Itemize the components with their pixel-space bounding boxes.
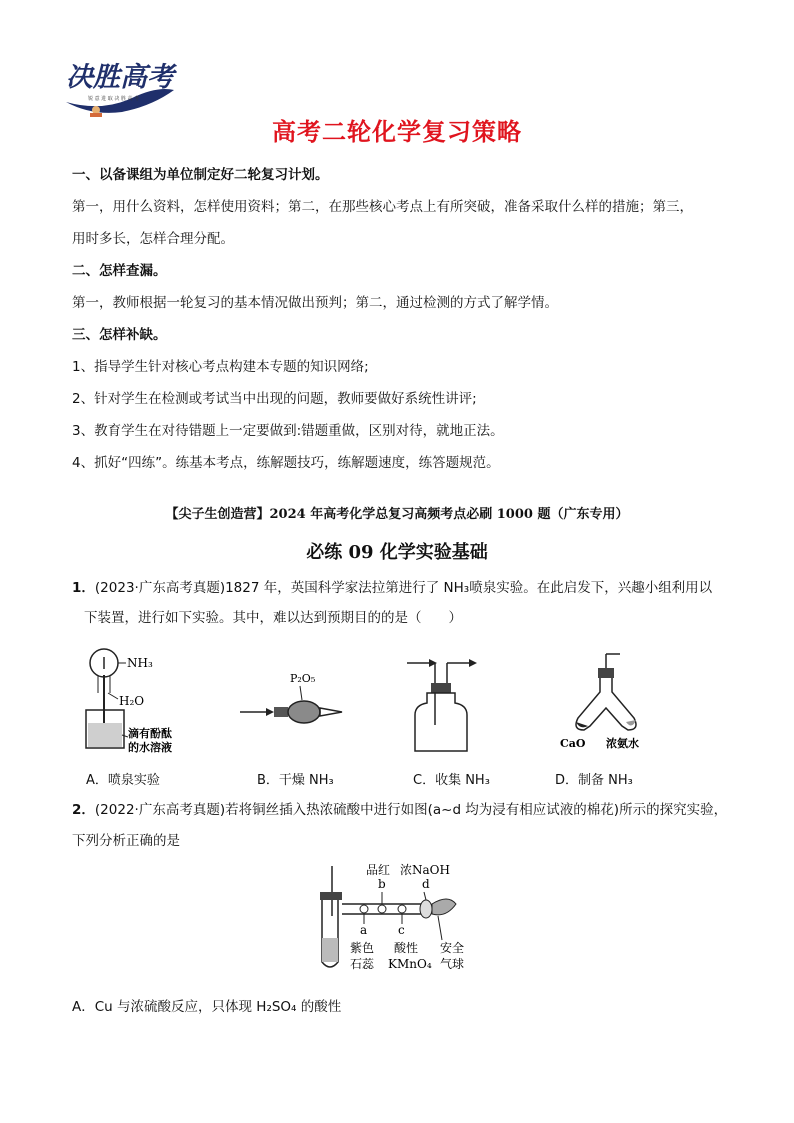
option-c: C．收集 NH₃: [413, 773, 490, 788]
label-pinhong: 品红: [366, 863, 391, 877]
label-zise: 紫色: [350, 941, 375, 955]
list-item: 4、抓好“四练”。练基本考点，练解题技巧，练解题速度，练答题规范。: [72, 455, 500, 471]
paragraph-plan-2: 用时多长，怎样合理分配。: [72, 231, 234, 247]
page-title: 高考二轮化学复习策略: [272, 118, 522, 146]
label-qiqiu: 气球: [440, 957, 465, 971]
figure-gas-collection: [405, 655, 485, 755]
label-h2o: H₂O: [119, 694, 145, 708]
option-d: D．制备 NH₃: [555, 773, 633, 788]
label-c: c: [398, 923, 405, 937]
label-a: a: [360, 923, 368, 937]
heading-check: 二、怎样查漏。: [72, 263, 167, 279]
q1-line-1: [72, 578, 712, 598]
label-ammonia: 浓氨水: [606, 737, 639, 750]
label-p2o5: P₂O₅: [290, 672, 316, 685]
q2-line-1: [72, 800, 727, 820]
q1-stem-2: 下装置，进行如下实验。其中，难以达到预期目的的是（ ）: [84, 610, 462, 626]
paragraph-plan-1: 第一，用什么资料，怎样使用资料；第二，在那些核心考点上有所突破，准备采取什么样的措施；第三，: [72, 199, 693, 215]
label-cao: CaO: [560, 737, 586, 750]
q2-stem-2: 下列分析正确的是: [72, 833, 180, 849]
label-b: b: [378, 877, 386, 891]
figure-copper-sulfuric: [318, 858, 478, 976]
q1-stem-1: (2023·广东高考真题)1827 年，英国科学家法拉第进行了 NH₃喷泉实验。在此启发下，兴趣小组利用以: [94, 580, 713, 596]
label-d: d: [422, 877, 430, 891]
q1-number: 1．: [72, 580, 95, 596]
label-suanxing: 酸性: [394, 941, 419, 955]
figure-fountain: [82, 645, 192, 755]
label-solution-2: 的水溶液: [128, 741, 172, 754]
label-anquan: 安全: [440, 941, 465, 955]
list-item: 3、教育学生在对待错题上一定要做到:错题重做，区别对待，就地正法。: [72, 423, 504, 439]
label-solution-1: 滴有酚酞: [128, 727, 172, 740]
list-item: 1、指导学生针对核心考点构建本专题的知识网络;: [72, 359, 369, 375]
label-nh3: NH₃: [127, 656, 153, 670]
figure-drying-tube: [238, 668, 348, 728]
list-item: 2、针对学生在检测或考试当中出现的问题，教师要做好系统性讲评;: [72, 391, 477, 407]
section-title: 必练 09 化学实验基础: [306, 542, 488, 563]
heading-plan: 一、以备课组为单位制定好二轮复习计划。: [72, 167, 329, 183]
heading-fill: 三、怎样补缺。: [72, 327, 167, 343]
subtitle: 【尖子生创造营】2024 年高考化学总复习高频考点必刷 1000 题（广东专用）: [165, 507, 629, 522]
q2-stem-1: (2022·广东高考真题)若将铜丝插入热浓硫酸中进行如图(a~d 均为浸有相应试液的棉花)所示的探究实验，: [94, 802, 728, 818]
logo-text: 决胜高考: [66, 62, 174, 93]
label-naoh: 浓NaOH: [400, 863, 450, 877]
label-shirui: 石蕊: [350, 957, 375, 971]
figure-ammonia-prep: [560, 652, 670, 752]
paragraph-check: 第一，教师根据一轮复习的基本情况做出预判；第二，通过检测的方式了解学情。: [72, 295, 558, 311]
q2-option-a: A．Cu 与浓硫酸反应，只体现 H₂SO₄ 的酸性: [72, 999, 342, 1015]
logo-tagline: 锐 意 进 取 决 胜 高 考: [88, 96, 140, 102]
option-a: A．喷泉实验: [86, 773, 160, 788]
option-b: B．干燥 NH₃: [257, 773, 334, 788]
label-kmno4: KMnO₄: [388, 957, 432, 971]
q2-number: 2．: [72, 802, 95, 818]
